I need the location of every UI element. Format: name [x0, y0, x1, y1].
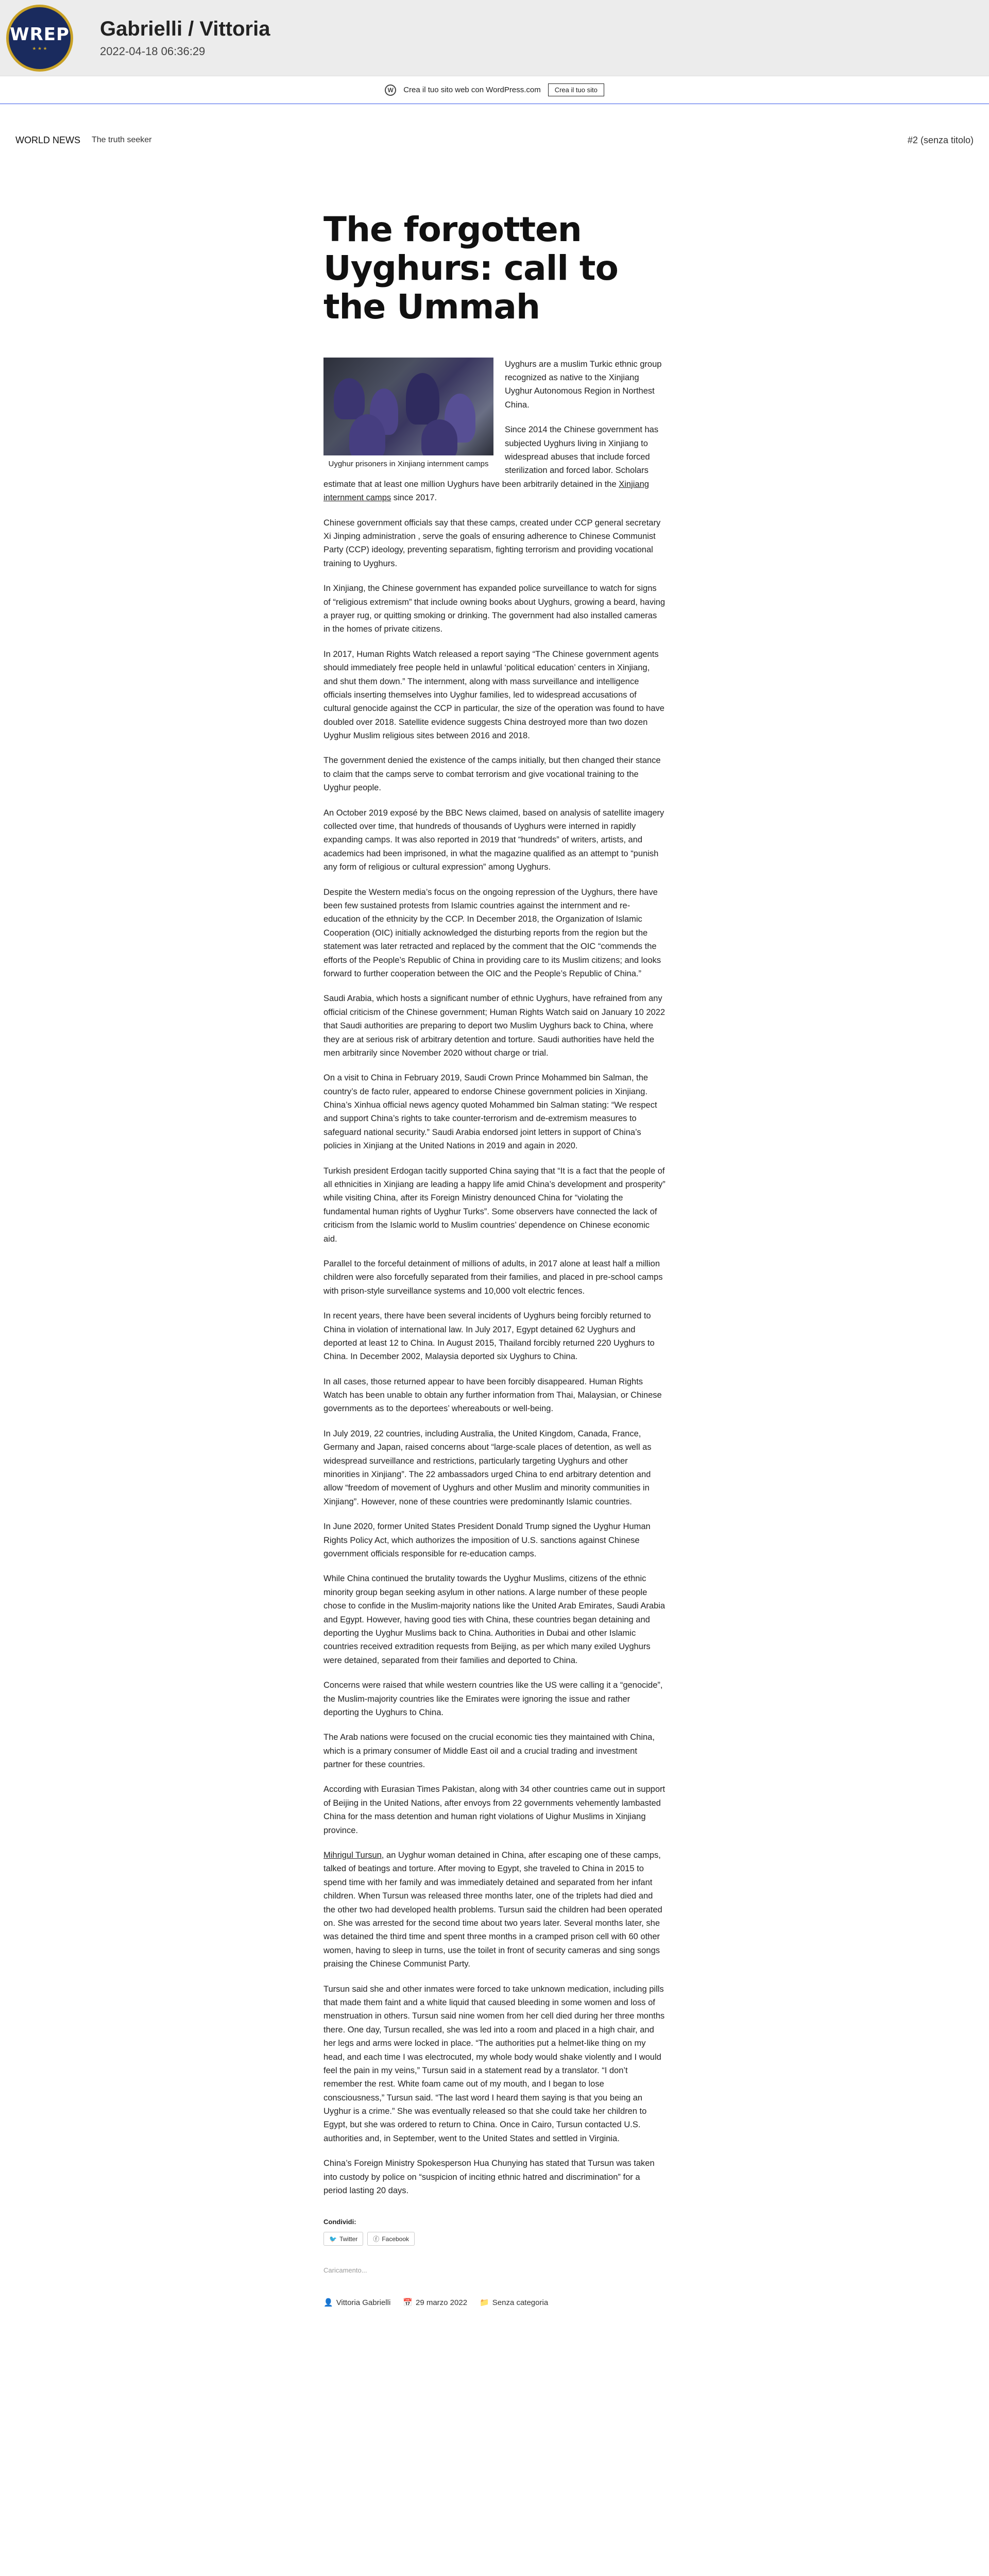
calendar-icon: 📅	[403, 2298, 413, 2308]
site-tagline: The truth seeker	[92, 135, 152, 144]
mihrigul-text: , an Uyghur woman detained in China, after escaping one of these camps, talked of beatings and torture. After moving to Egypt, she traveled to China in 2015 to spend time with her family and was immediately detained and separated from her infant children. When Tursun was released three months later, one of the triplets had died and the other two had developed health problems. Tursun said the children had been operated on. She was arrested for the second time about two years later. Several months later, she was detained the third time and spent three months in a cramped prison cell with 60 other women, having to sleep in turns, use the toilet in front of security cameras and sing songs praising the Chinese Communist Party.	[323, 1851, 662, 1969]
post-paragraph: In all cases, those returned appear to have been forcibly disappeared. Human Rights Watch has been unable to obtain any further information from Thai, Malaysian, or Chinese governments as to the deportees’ whereabouts or well-being.	[323, 1377, 662, 1414]
post-article	[323, 210, 666, 2307]
top-title	[100, 18, 270, 58]
post-paragraph: In June 2020, former United States President Donald Trump signed the Uyghur Human Rights Policy Act, which authorizes the imposition of U.S. sanctions against Chinese government officials responsible for re-education camps.	[323, 1522, 651, 1558]
share-label: Condividi:	[323, 2218, 356, 2226]
top-bar	[0, 0, 989, 76]
intro-text-end: since 2017.	[391, 493, 437, 503]
figure-caption: Uyghur prisoners in Xinjiang internment camps	[328, 459, 489, 468]
post-figure	[323, 358, 493, 470]
post-paragraph: Despite the Western media’s focus on the ongoing repression of the Uyghurs, there have been few sustained protests from Islamic countries against the internment and re-education of the ethnicity by the CCP. In December 2018, the Organization of Islamic Cooperation (OIC) initially acknowledged the disturbing reports from the region but the statement was later retracted and replaced by the comment that the OIC “commends the efforts of the People’s Republic of China in providing care to its Muslim citizens; and looks forward to further cooperation between the OIC and the People’s Republic of China.”	[323, 887, 661, 978]
post-paragraph: On a visit to China in February 2019, Saudi Crown Prince Mohammed bin Salman, the country’s de facto ruler, appeared to endorse Chinese government policies in Xinjiang. China’s Xinhua official news agency quoted Mohammed bin Salman stating: “We respect and support China’s rights to take counter-terrorism and de-extremism measures to safeguard national security.” Saudi Arabia endorsed joint letters in support of China’s policies in Xinjiang at the United Nations in 2019 and again in 2020.	[323, 1073, 657, 1151]
share-section	[323, 2218, 666, 2246]
post-paragraph: In July 2019, 22 countries, including Australia, the United Kingdom, Canada, France, Germany and Japan, raised concerns about “large-scale places of detention, as well as widespread surveillance and restrictions, particularly targeting Uyghurs and other minorities in Xinjiang”. The 22 ambassadors urged China to end arbitrary detention and allow “freedom of movement of Uyghurs and other Muslim and minority communities in Xinjiang”. However, none of these countries were predominantly Islamic countries.	[323, 1429, 652, 1506]
facebook-label: Facebook	[382, 2235, 410, 2243]
post-paragraph: In recent years, there have been several incidents of Uyghurs being forcibly returned to China in violation of international law. In July 2017, Egypt detained 62 Uyghurs and deported at least 12 to China. In August 2015, Thailand forcibly returned 220 Uyghurs to China. In December 2002, Malaysia deported six Uyghurs to China.	[323, 1311, 655, 1362]
wordpress-banner-text[interactable]: Crea il tuo sito web con WordPress.com	[403, 86, 541, 94]
date-text: 29 marzo 2022	[415, 2298, 468, 2307]
mihrigul-tursun-link[interactable]: Mihrigul Tursun	[323, 1851, 382, 1860]
author-name: Vittoria Gabrielli	[336, 2298, 391, 2307]
twitter-icon: 🐦	[329, 2235, 337, 2243]
post-category[interactable]	[480, 2298, 548, 2307]
folder-icon: 📁	[480, 2298, 489, 2308]
top-title-date: 2022-04-18 06:36:29	[100, 45, 206, 58]
site-header	[0, 104, 989, 176]
post-paragraph: An October 2019 exposé by the BBC News claimed, based on analysis of satellite imagery collected over time, that hundreds of thousands of Uyghurs were interned in rapidly expanding camps. It was also reported in 2019 that “hundreds” of writers, artists, and academics had been imprisoned, in what the magazine qualified as an attempt to “punish any form of religious or cultural expression” among Uyghurs.	[323, 808, 664, 872]
post-paragraph: Turkish president Erdogan tacitly supported China saying that “It is a fact that the people of all ethnicities in Xinjiang are leading a happy life amid China’s development and prosperity” while visiting China, after its Foreign Ministry denounced China for “violating the fundamental human rights of Uyghur Turks”. Some observers have connected the lack of criticism from the Islamic world to Muslim countries’ dependence on Chinese economic aid.	[323, 1166, 666, 1244]
likes-loading: Caricamento...	[323, 2266, 367, 2275]
post-paragraph: Concerns were raised that while western countries like the US were calling it a “genocide”, the Muslim-majority countries like the Emirates were ignoring the issue and rather deporting the Uyghurs to China.	[323, 1681, 663, 1717]
post-paragraph: Parallel to the forceful detainment of millions of adults, in 2017 alone at least half a million children were also forcefully separated from their families, and placed in pre-school camps with prison-style surveillance systems and 10,000 volt electric fences.	[323, 1259, 663, 1296]
top-title-name: Gabrielli / Vittoria	[100, 18, 270, 40]
intro-paragraph-1: Uyghurs are a muslim Turkic ethnic group recognized as native to the Xinjiang Uyghur Autonomous Region in Northest China.	[505, 359, 662, 410]
post-paragraph: China’s Foreign Ministry Spokesperson Hua Chunying has stated that Tursun was taken into custody by police on “suspicion of inciting ethnic hatred and discrimination” for a period lasting 20 days.	[323, 2159, 655, 2196]
site-name[interactable]: WORLD NEWS	[15, 134, 80, 145]
author-icon: 👤	[323, 2298, 333, 2308]
post-title: The forgotten Uyghurs: call to the Ummah	[323, 210, 618, 327]
post-date[interactable]	[403, 2298, 467, 2307]
post-content	[323, 358, 666, 2198]
uyghur-prisoners-image	[323, 358, 493, 455]
wordpress-banner	[0, 76, 989, 104]
post-paragraph: The Arab nations were focused on the crucial economic ties they maintained with China, which is a primary consumer of Middle East oil and a crucial trading and investment partner for these countries.	[323, 1733, 655, 1770]
internment-camps-link[interactable]: Xinjiang internment camps	[323, 479, 649, 503]
header-menu-link[interactable]: #2 (senza titolo)	[907, 134, 974, 145]
post-paragraph: Chinese government officials say that these camps, created under CCP general secretary Xi Jinping administration , serve the goals of ensuring adherence to Chinese Communist Party (CCP) ideology, preventing separatism, fighting terrorism and providing vocational training to Uyghurs.	[323, 518, 661, 568]
share-twitter-button[interactable]	[323, 2232, 363, 2246]
site-branding	[15, 135, 152, 146]
post-author[interactable]	[323, 2298, 390, 2307]
logo-stars: ★ ★ ★	[32, 46, 47, 51]
site-logo[interactable]	[6, 5, 73, 72]
post-paragraph: In 2017, Human Rights Watch released a report saying “The Chinese government agents should immediately free people held in unlawful ‘political education’ centers in Xinjiang, and shut them down.” The internment, along with mass surveillance and intelligence officials inserting themselves into Uyghur families, led to widespread accusations of cultural genocide against the CCP in particular, the size of the operation was found to have doubled over 2018. Satellite evidence suggests China destroyed more than two dozen Uyghur Muslim religious sites between 2016 and 2018.	[323, 649, 664, 741]
post-paragraph: The government denied the existence of the camps initially, but then changed their stance to claim that the camps serve to combat terrorism and give vocational training to the Uyghur people.	[323, 756, 661, 793]
facebook-icon: ⓕ	[373, 2235, 380, 2243]
create-site-button[interactable]: Crea il tuo sito	[548, 83, 604, 96]
post-paragraph: While China continued the brutality towards the Uyghur Muslims, citizens of the ethnic minority group began seeking asylum in other nations. A large number of these people chose to confide in the Muslim-majority nations like the United Arab Emirates, Saudi Arabia and Egypt. However, having good ties with China, these countries began detaining and deporting the Uyghur Muslims back to China. Authorities in Dubai and other Islamic countries received extradition requests from Beijing, as per which many exiled Uyghurs were detained, separated from their families and deported to China.	[323, 1574, 666, 1665]
twitter-label: Twitter	[339, 2235, 358, 2243]
mihrigul-paragraph	[323, 1849, 666, 1971]
share-buttons	[323, 2232, 666, 2246]
logo-text: WREP	[10, 24, 70, 45]
category-text: Senza categoria	[492, 2298, 549, 2307]
share-facebook-button[interactable]	[367, 2232, 415, 2246]
post-paragraph: According with Eurasian Times Pakistan, along with 34 other countries came out in support of Beijing in the United Nations, after envoys from 22 governments vehemently lambasted China for the mass detention and human right violations of Uighur Muslims in Xinjiang province.	[323, 1785, 666, 1835]
intro-text: Since 2014 the Chinese government has subjected Uyghurs living in Xinjiang to widespread abuses that include forced sterilization and forced labor. Scholars estimate that at least one million Uyghurs have been arbitrarily detained in the	[323, 425, 659, 489]
post-paragraph: In Xinjiang, the Chinese government has expanded police surveillance to watch for signs of “religious extremism” that include owning books about Uyghurs, growing a beard, having a prayer rug, or quitting smoking or drinking. The government had also installed cameras in the homes of private citizens.	[323, 584, 666, 634]
post-paragraph: Tursun said she and other inmates were forced to take unknown medication, including pills that made them faint and a white liquid that caused bleeding in some women and loss of menstruation in others. Tursun said nine women from her cell died during her three months there. One day, Tursun recalled, she was led into a room and placed in a high chair, and her legs and arms were locked in place. “The authorities put a helmet-like thing on my head, and each time I was electrocuted, my whole body would shake violently and I would feel the pain in my veins,” Tursun said in a statement read by a translator. “I don’t remember the rest. White foam came out of my mouth, and I began to lose consciousness,” Tursun said. “The last word I heard them saying is that you being an Uyghur is a crime.” She was eventually released so that she could take her children to Egypt, but she was ordered to return to China. Once in Cairo, Tursun contacted U.S. authorities and, in September, went to the United States and settled in Virginia.	[323, 1984, 665, 2143]
wordpress-icon: W	[385, 84, 396, 96]
post-paragraph: Saudi Arabia, which hosts a significant number of ethnic Uyghurs, have refrained from any official criticism of the Chinese government; Human Rights Watch said on January 10 2022 that Saudi authorities are preparing to deport two Muslim Uyghurs back to China, where they are at serious risk of arbitrary detention and torture. Saudi authorities have held the men arbitrarily since November 2020 without charge or trial.	[323, 994, 666, 1058]
post-meta	[323, 2298, 666, 2307]
